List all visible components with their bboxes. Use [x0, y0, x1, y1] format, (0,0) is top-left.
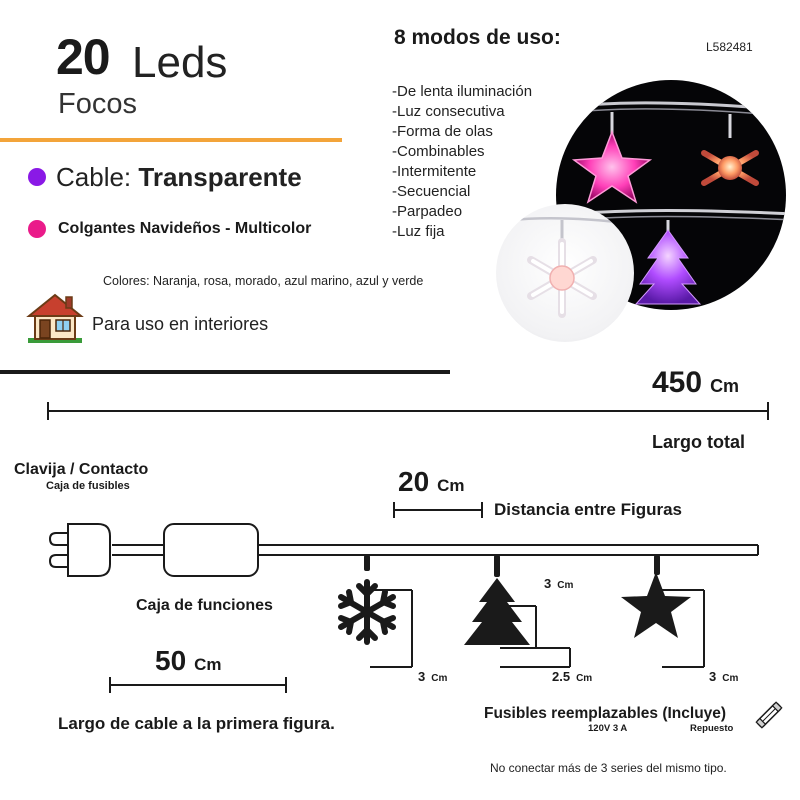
colors-note: Colores: Naranja, rosa, morado, azul marino, azul y verde — [103, 274, 424, 288]
fuse-icon — [752, 698, 786, 732]
pendants-bullet-icon — [28, 220, 46, 238]
tree-width-unit: Cm — [576, 673, 593, 684]
function-box-label: Caja de funciones — [136, 597, 273, 614]
star-size-number: 3 — [709, 669, 717, 684]
tree-height-unit: Cm — [557, 580, 574, 591]
pendants-feature: Colgantes Navideños - Multicolor — [58, 220, 312, 237]
fuses-spec: 120V 3 A — [588, 723, 628, 734]
tree-width — [552, 669, 592, 684]
fuse-box-label: Caja de fusibles — [46, 480, 130, 492]
cable-value: Transparente — [138, 162, 302, 192]
star-icon — [621, 572, 691, 638]
title-led-count: 20 — [56, 29, 110, 85]
indoor-use-label: Para uso en interiores — [92, 314, 269, 334]
product-photo-unlit — [496, 204, 634, 342]
black-divider — [0, 370, 450, 374]
subtitle: Focos — [58, 88, 137, 120]
first-figure-value — [155, 645, 222, 677]
tree-height-number: 3 — [544, 576, 552, 591]
mode-item: -Luz consecutiva — [392, 103, 505, 120]
cable-feature — [56, 162, 302, 193]
cable-bullet-icon — [28, 168, 46, 186]
distance-label: Distancia entre Figuras — [494, 500, 683, 519]
distance-value — [398, 466, 465, 498]
total-length-number: 450 — [652, 366, 703, 399]
mode-item: -De lenta iluminación — [392, 83, 533, 100]
function-box-icon — [164, 524, 258, 576]
mode-item: -Forma de olas — [392, 123, 493, 140]
modes-list — [392, 82, 532, 242]
first-figure-number: 50 — [155, 645, 187, 676]
tree-icon — [464, 578, 530, 645]
tree-height — [544, 576, 573, 591]
fuses-label: Fusibles reemplazables (Incluye) — [484, 705, 727, 722]
mode-item: -Combinables — [392, 143, 485, 160]
fuses-spare: Repuesto — [690, 723, 734, 734]
mode-item: -Luz fija — [392, 223, 445, 240]
distance-number: 20 — [398, 466, 430, 497]
product-code: L582481 — [706, 40, 753, 54]
snowflake-size — [418, 669, 447, 684]
snowflake-icon — [341, 582, 393, 642]
mode-item: -Parpadeo — [392, 203, 463, 220]
first-figure-label: Largo de cable a la primera figura. — [58, 714, 335, 733]
snowflake-size-unit: Cm — [431, 673, 448, 684]
cable-prefix: Cable: — [56, 162, 132, 192]
plug-icon — [68, 524, 110, 576]
title-led-unit: Leds — [132, 38, 228, 87]
star-size-unit: Cm — [722, 673, 739, 684]
orange-divider — [0, 138, 342, 142]
first-figure-unit: Cm — [194, 655, 222, 674]
distance-unit: Cm — [437, 476, 465, 495]
house-icon — [26, 290, 84, 344]
warning-note: No conectar más de 3 series del mismo tipo. — [490, 761, 727, 775]
tree-width-number: 2.5 — [552, 669, 571, 684]
plug-label: Clavija / Contacto — [14, 461, 149, 478]
star-size — [709, 669, 738, 684]
mode-item: -Secuencial — [392, 183, 471, 200]
total-length-value — [652, 366, 739, 400]
total-length-label: Largo total — [652, 432, 745, 452]
total-length-unit: Cm — [710, 376, 740, 396]
modes-title: 8 modos de uso: — [394, 26, 561, 49]
mode-item: -Intermitente — [392, 163, 477, 180]
snowflake-size-number: 3 — [418, 669, 426, 684]
